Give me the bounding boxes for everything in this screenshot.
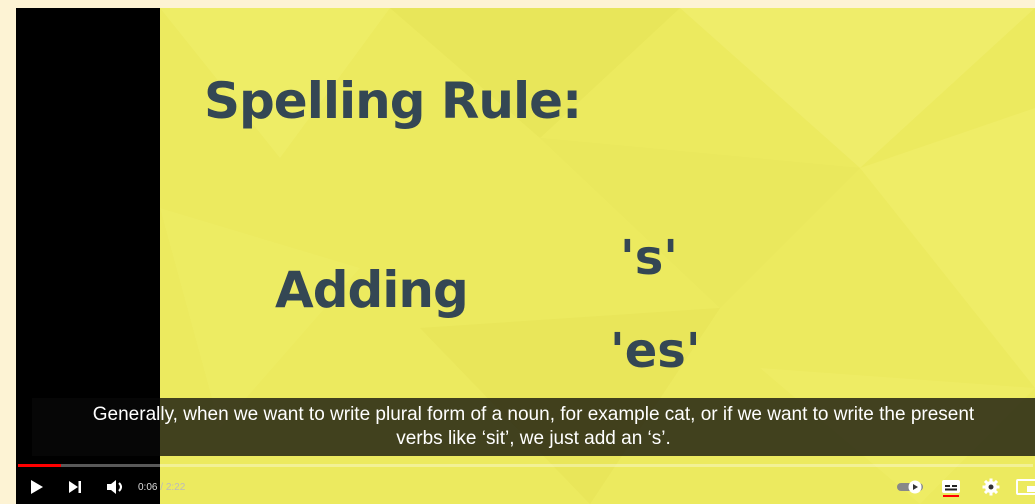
volume-icon: [106, 479, 126, 495]
suffix-es: 'es': [610, 323, 701, 379]
duration: 2:22: [165, 482, 186, 493]
caption-line-2: verbs like ‘sit’, we just add an ‘s’.: [396, 428, 671, 449]
next-icon: [68, 480, 82, 494]
caption-line-1: Generally, when we want to write plural form of a noun, for example cat, or if we want to write the present: [92, 404, 975, 425]
current-time: 0:06: [138, 482, 158, 493]
progress-played: [18, 464, 61, 467]
autoplay-toggle-icon: [896, 480, 926, 494]
next-button[interactable]: [62, 470, 88, 504]
video-player[interactable]: [16, 8, 1035, 504]
subtitles-button[interactable]: [938, 470, 964, 504]
suffix-s: 's': [620, 230, 678, 286]
volume-button[interactable]: [102, 470, 130, 504]
miniplayer-button[interactable]: [1016, 470, 1035, 504]
slide-word: Adding: [275, 261, 468, 319]
autoplay-toggle[interactable]: [894, 470, 928, 504]
play-icon: [30, 479, 44, 495]
time-separator: /: [157, 482, 166, 493]
miniplayer-icon: [1016, 479, 1035, 495]
time-display: [138, 482, 185, 493]
subtitles-icon: [941, 477, 961, 497]
settings-button[interactable]: [978, 470, 1004, 504]
gear-icon: [982, 478, 1000, 496]
play-button[interactable]: [24, 470, 50, 504]
progress-bar[interactable]: [18, 464, 1033, 467]
subtitle-caption: [32, 398, 1035, 456]
slide-title: Spelling Rule:: [204, 72, 582, 130]
control-bar: [16, 470, 1035, 504]
